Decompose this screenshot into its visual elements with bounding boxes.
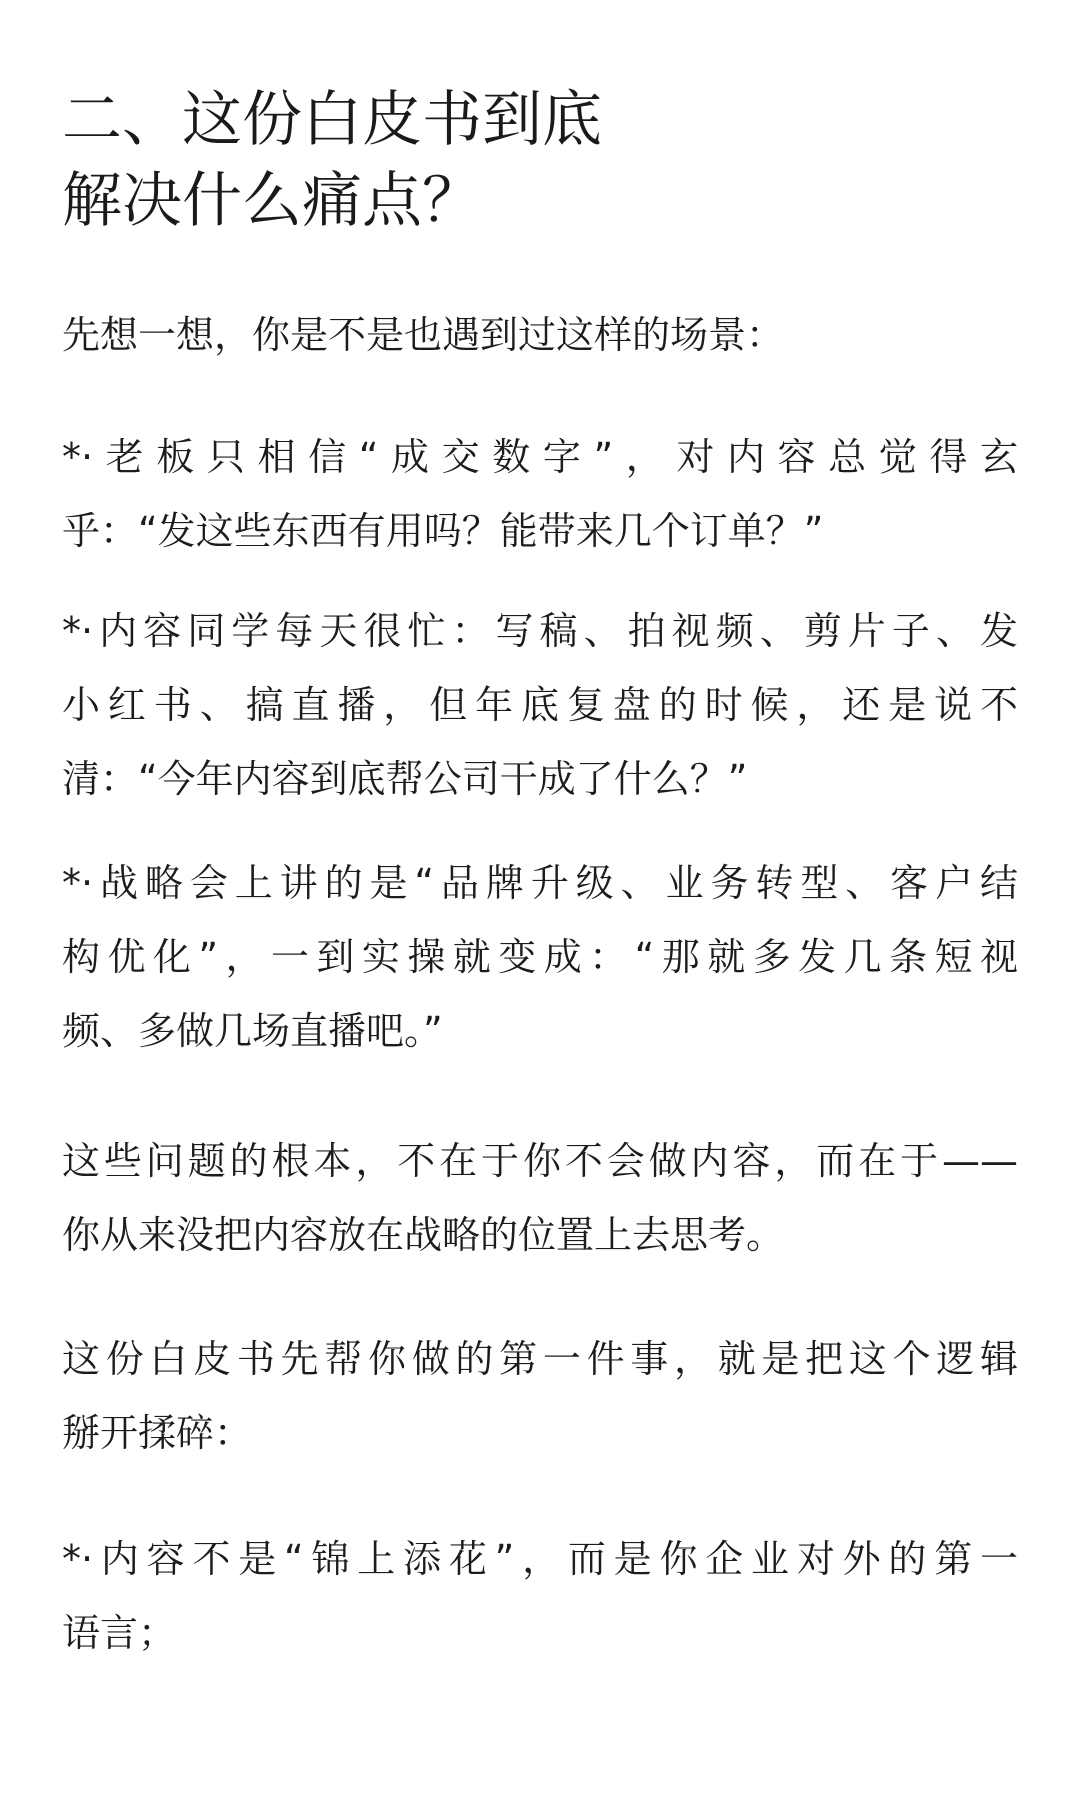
paragraph-line: 这份白皮书先帮你做的第一件事，就是把这个逻辑 [62,1337,1018,1381]
paragraph-line: *·内容不是“锦上添花”，而是你企业对外的第一 [62,1537,1018,1581]
root-cause-paragraph [62,1124,1018,1272]
bullet-strategy [62,846,1018,1068]
paragraph-line: 小红书、搞直播，但年底复盘的时候，还是说不 [62,683,1018,727]
paragraph-line: 构优化”，一到实操就变成：“那就多发几条短视 [62,935,1018,979]
heading-line-2: 解决什么痛点？ [62,166,482,236]
bullet-content-language [62,1522,1018,1670]
intro-paragraph [62,298,784,372]
paragraph-line: 你从来没把内容放在战略的位置上去思考。 [62,1213,785,1257]
paragraph-line: 频、多做几场直播吧。” [62,1009,443,1053]
paragraph-line: 乎：“发这些东西有用吗？能带来几个订单？” [62,509,824,553]
bullet-boss [62,420,1018,568]
bullet-content-team [62,594,1018,816]
paragraph-line: 先想一想，你是不是也遇到过这样的场景： [62,313,785,357]
section-heading [62,80,602,242]
paragraph-line: 语言； [62,1611,177,1655]
paragraph-line: *·老板只相信“成交数字”，对内容总觉得玄 [62,435,1018,479]
whitepaper-first-task-paragraph [62,1322,1018,1470]
paragraph-line: *·内容同学每天很忙：写稿、拍视频、剪片子、发 [62,609,1018,653]
paragraph-line: *·战略会上讲的是“品牌升级、业务转型、客户结 [62,861,1018,905]
paragraph-line: 掰开揉碎： [62,1411,253,1455]
paragraph-line: 这些问题的根本，不在于你不会做内容，而在于—— [62,1139,1018,1183]
paragraph-line: 清：“今年内容到底帮公司干成了什么？” [62,757,748,801]
heading-line-1: 二、这份白皮书到底 [62,85,602,155]
